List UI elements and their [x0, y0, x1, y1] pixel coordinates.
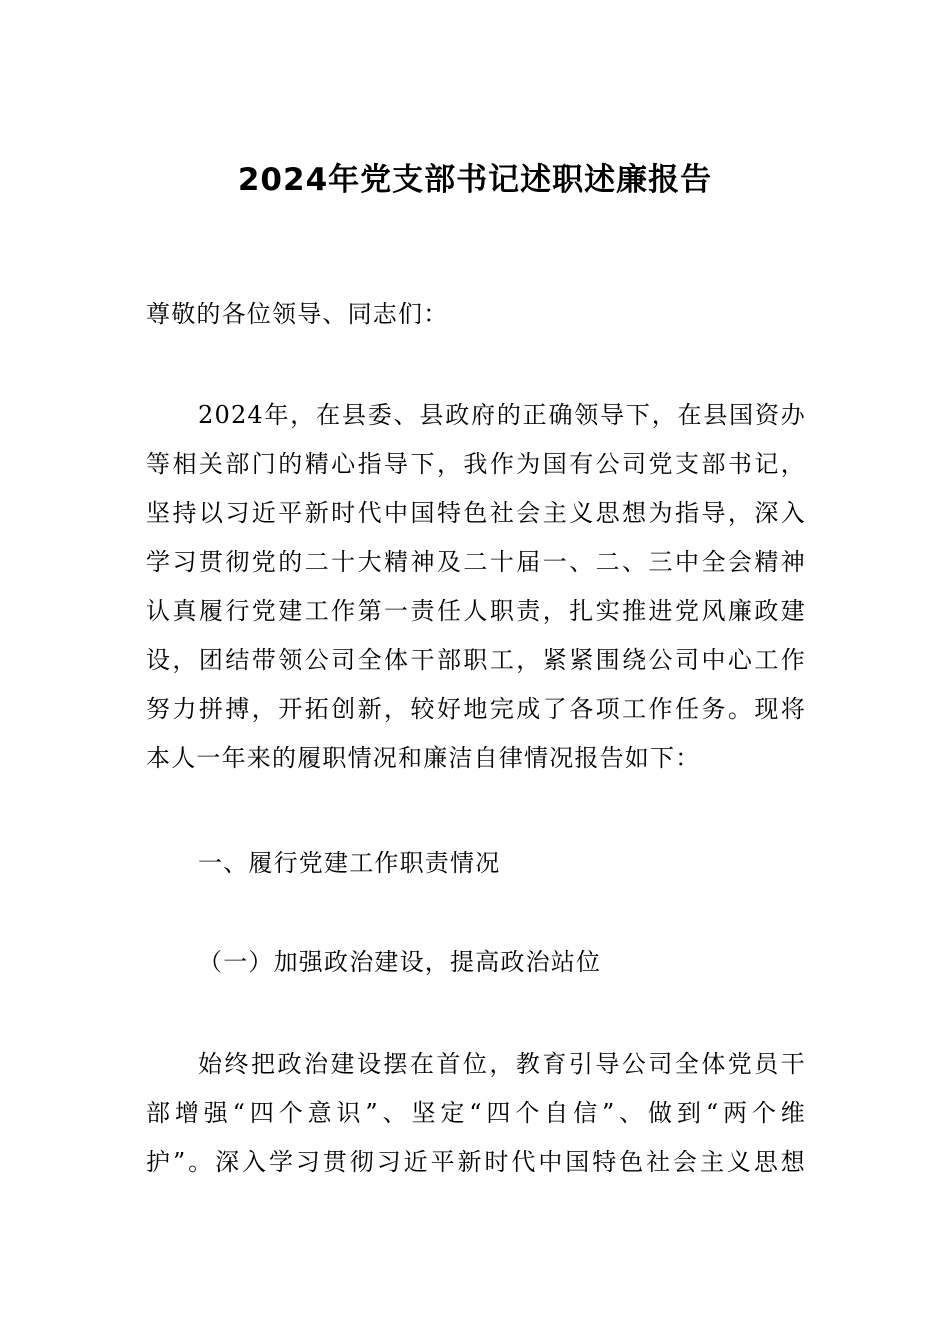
intro-line: 坚持以习近平新时代中国特色社会主义思想为指导，深入	[146, 499, 806, 527]
body-paragraph	[146, 1040, 806, 1187]
intro-line: 努力拼搏，开拓创新，较好地完成了各项工作任务。现将	[146, 695, 806, 723]
intro-line: 等相关部门的精心指导下，我作为国有公司党支部书记，	[146, 450, 806, 478]
intro-line: 学习贯彻党的二十大精神及二十届一、二、三中全会精神	[146, 548, 806, 576]
intro-line: 设，团结带领公司全体干部职工，紧紧围绕公司中心工作	[146, 646, 806, 674]
intro-paragraph	[146, 391, 806, 783]
intro-line: 本人一年来的履职情况和廉洁自律情况报告如下：	[146, 744, 701, 772]
salutation: 尊敬的各位领导、同志们：	[146, 300, 449, 328]
intro-line: 2024年，在县委、县政府的正确领导下，在县国资办	[198, 401, 806, 429]
section-heading: 一、履行党建工作职责情况	[198, 849, 501, 877]
body-line: 部增强“四个意识”、坚定“四个自信”、做到“两个维	[146, 1099, 806, 1127]
intro-line: 认真履行党建工作第一责任人职责，扎实推进党风廉政建	[146, 597, 806, 625]
body-line: 始终把政治建设摆在首位，教育引导公司全体党员干	[198, 1050, 806, 1078]
subsection-heading: （一）加强政治建设，提高政治站位	[198, 948, 602, 976]
body-line: 护”。深入学习贯彻习近平新时代中国特色社会主义思想	[146, 1148, 806, 1176]
document-title: 2024年党支部书记述职述廉报告	[237, 162, 713, 198]
